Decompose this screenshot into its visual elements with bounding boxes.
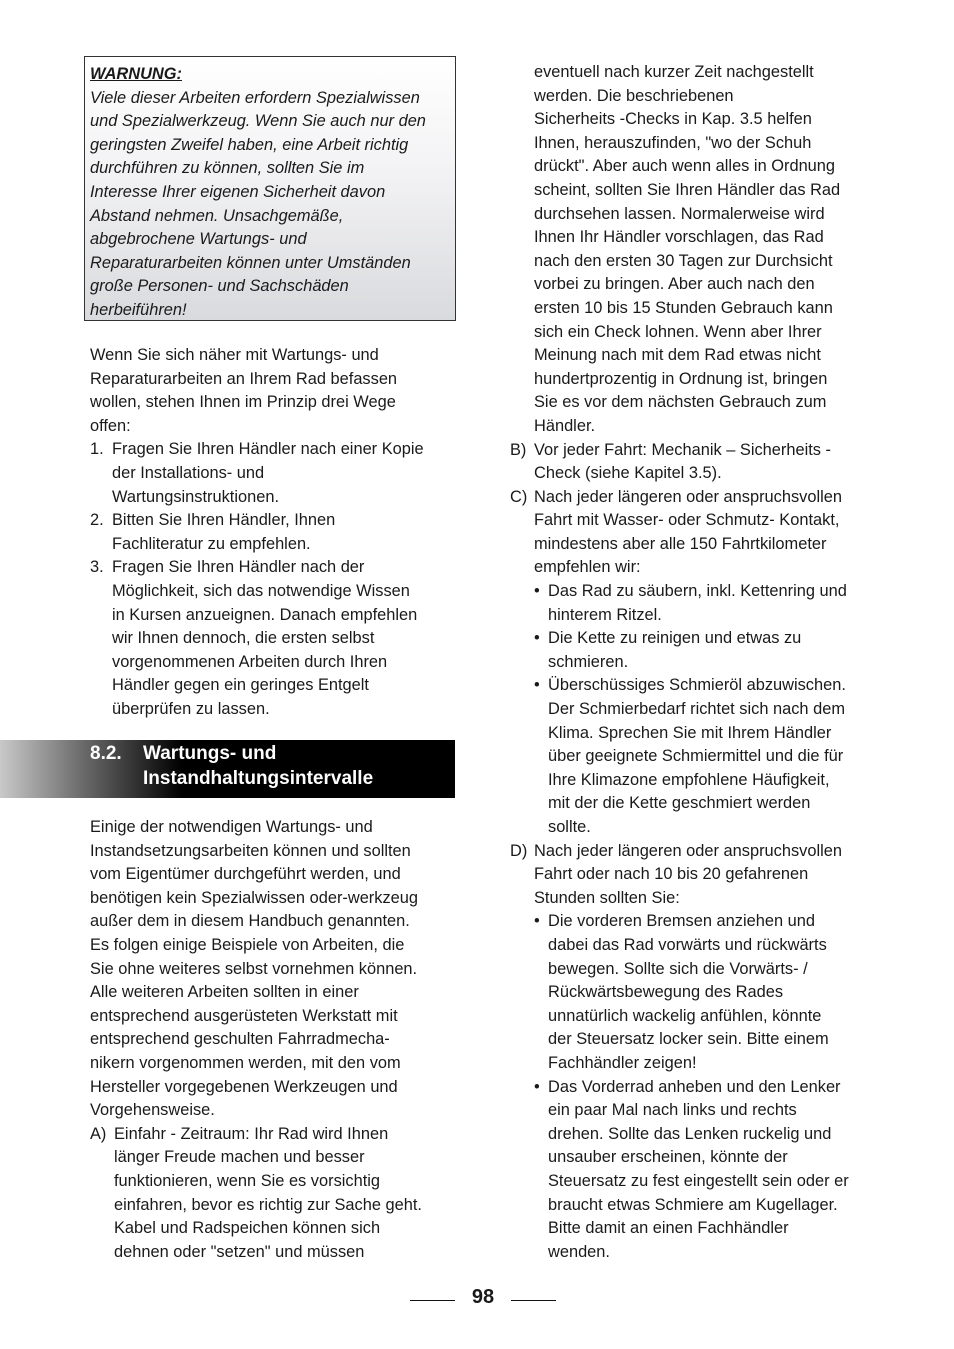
item-line: funktionieren, wenn Sie es vorsichtig — [114, 1171, 381, 1190]
divider-right — [511, 1300, 556, 1301]
bullet-item — [534, 674, 885, 839]
bullet-item — [534, 1076, 885, 1265]
bullet-line: wenden. — [548, 1242, 610, 1261]
list-number: 2. — [90, 511, 104, 530]
item-line: Kabel und Radspeichen können sich — [114, 1219, 381, 1238]
list-item — [90, 556, 460, 721]
item-line: Einfahr - Zeitraum: Ihr Rad wird Ihnen — [114, 1124, 389, 1143]
section-number: 8.2. — [90, 743, 122, 764]
warning-line: und Spezialwerkzeug. Wenn Sie auch nur den — [90, 112, 426, 131]
body-line: hundertprozentig in Ordnung ist, bringen — [534, 369, 828, 388]
list-item-line: Wartungsinstruktionen. — [112, 487, 280, 506]
warning-line: große Personen- und Sachschäden — [90, 277, 349, 296]
bullet-line: Fachhändler zeigen! — [548, 1053, 697, 1072]
body-line: Ihnen, herauszufinden, "wo der Schuh — [534, 133, 812, 152]
body-line: Sie es vor dem nächsten Gebrauch zum — [534, 393, 827, 412]
list-item — [90, 438, 460, 509]
bullet-icon: • — [534, 1077, 540, 1096]
bullet-line: Überschüssiges Schmieröl abzuwischen. — [548, 676, 846, 695]
bullet-line: unsauber erscheinen, könnte der — [548, 1148, 788, 1167]
item-line: länger Freude machen und besser — [114, 1148, 365, 1167]
bullet-line: Das Vorderrad anheben und den Lenker — [548, 1077, 841, 1096]
item-line: Nach jeder längeren oder anspruchsvollen — [534, 487, 842, 506]
bullet-line: Steuersatz zu fest eingestellt sein oder er — [548, 1171, 849, 1190]
warning-line: abgebrochene Wartungs- und — [90, 230, 307, 249]
list-item-line: Möglichkeit, sich das notwendige Wissen — [112, 581, 410, 600]
bullet-line: hinterem Ritzel. — [548, 605, 662, 624]
list-item-line: Fragen Sie Ihren Händler nach der — [112, 558, 365, 577]
body-line: benötigen kein Spezialwissen oder-werkzeug — [90, 888, 419, 907]
warning-line: geringsten Zweifel haben, eine Arbeit richtig — [90, 135, 409, 154]
bullet-icon: • — [534, 629, 540, 648]
body-line: scheint, sollten Sie Ihren Händler das Rad — [534, 180, 841, 199]
item-c — [510, 486, 885, 580]
body-line: sich ein Check lohnen. Wenn aber Ihrer — [534, 322, 822, 341]
bullet-line: Ihre Klimazone empfohlene Häufigkeit, — [548, 770, 830, 789]
page-number: 98 — [471, 1286, 495, 1308]
bullet-line: Rückwärtsbewegung des Rades — [548, 983, 784, 1002]
bullet-line: sollte. — [548, 818, 591, 836]
item-line: Fahrt oder nach 10 bis 20 gefahrenen — [534, 865, 809, 884]
body-right — [510, 61, 885, 1264]
list-item-line: Fragen Sie Ihren Händler nach einer Kopie — [112, 440, 424, 459]
item-line: Fahrt mit Wasser- oder Schmutz- Kontakt, — [534, 511, 840, 530]
bullet-line: unnatürlich wackelig anfühlen, könnte — [548, 1006, 822, 1025]
list-item-line: überprüfen zu lassen. — [112, 699, 270, 718]
intro-line: offen: — [90, 416, 131, 435]
section-title-line1: Wartungs- und — [143, 743, 277, 764]
bullet-item — [534, 627, 885, 674]
body-line: Alle weiteren Arbeiten sollten in einer — [90, 983, 359, 1002]
body-line: Ihnen Ihr Händler vorschlagen, das Rad — [534, 228, 824, 247]
bullet-line: drehen. Sollte das Lenken ruckelig und — [548, 1124, 832, 1143]
item-line: Vor jeder Fahrt: Mechanik – Sicherheits - — [534, 440, 831, 459]
item-line: Check (siehe Kapitel 3.5). — [534, 464, 722, 483]
body-line: Händler. — [534, 416, 596, 435]
item-line: mindestens aber alle 150 Fahrtkilometer — [534, 534, 827, 553]
body-line: ersten 10 bis 15 Stunden Gebrauch kann — [534, 298, 833, 317]
bullet-icon: • — [534, 676, 540, 695]
bullet-item — [534, 580, 885, 627]
body-line: Meinung nach mit dem Rad etwas nicht — [534, 346, 821, 365]
continuation — [510, 61, 885, 439]
body-line: außer dem in diesem Handbuch genannten. — [90, 912, 410, 931]
bullet-item — [534, 910, 885, 1075]
item-line: Stunden sollten Sie: — [534, 888, 680, 907]
bullet-line: bewegen. Sollte sich die Vorwärts- / — [548, 959, 808, 978]
body-line: werden. Die beschriebenen — [534, 86, 734, 105]
bullet-line: Klima. Sprechen Sie mit Ihrem Händler — [548, 723, 832, 742]
bullet-line: über geeignete Schmiermittel und die für — [548, 747, 844, 766]
body-line: drückt". Aber auch wenn alles in Ordnung — [534, 157, 836, 176]
body-left — [90, 816, 460, 1264]
item-line: Nach jeder längeren oder anspruchsvollen — [534, 841, 842, 860]
intro-section — [90, 344, 460, 722]
item-letter: A) — [90, 1124, 107, 1143]
intro-line: Reparaturarbeiten an Ihrem Rad befassen — [90, 369, 398, 388]
warning-line: herbeiführen! — [90, 300, 187, 319]
list-item — [90, 509, 460, 556]
body-line: Es folgen einige Beispiele von Arbeiten, die — [90, 935, 405, 954]
body-line: durchsehen lassen. Normalerweise wird — [534, 204, 825, 223]
bullet-line: Der Schmierbedarf richtet sich nach dem — [548, 700, 845, 719]
item-letter: D) — [510, 841, 528, 860]
body-line: nach den ersten 30 Tagen zur Durchsicht — [534, 251, 833, 270]
list-item-line: wir Ihnen dennoch, die ersten selbst — [112, 629, 375, 648]
item-b — [510, 439, 885, 486]
list-item-line: Händler gegen ein geringes Entgelt — [112, 676, 369, 695]
warning-line: durchführen zu können, sollten Sie im — [90, 159, 365, 178]
body-line: Einige der notwendigen Wartungs- und — [90, 818, 373, 836]
body-line: eventuell nach kurzer Zeit nachgestellt — [534, 63, 814, 81]
bullet-list-d — [510, 910, 885, 1264]
intro-line: wollen, stehen Ihnen im Prinzip drei Wege — [90, 393, 396, 412]
section-title-line2: Instandhaltungsintervalle — [143, 768, 374, 789]
item-line: empfehlen wir: — [534, 558, 641, 577]
list-item-line: der Installations- und — [112, 463, 265, 482]
list-number: 3. — [90, 558, 104, 577]
item-letter: C) — [510, 487, 528, 506]
bullet-icon: • — [534, 582, 540, 601]
bullet-line: Die vorderen Bremsen anziehen und — [548, 912, 815, 931]
bullet-line: schmieren. — [548, 652, 629, 671]
body-line: Sicherheits -Checks in Kap. 3.5 helfen — [534, 110, 812, 129]
warning-box — [84, 56, 456, 321]
bullet-line: der Steuersatz locker sein. Bitte einem — [548, 1030, 829, 1049]
warning-line: Abstand nehmen. Unsachgemäße, — [90, 206, 344, 225]
item-line: einfahren, bevor es richtig zur Sache geht. — [114, 1195, 422, 1214]
list-item-line: Fachliteratur zu empfehlen. — [112, 534, 311, 553]
warning-line: Viele dieser Arbeiten erfordern Spezialwissen — [90, 88, 420, 107]
item-d — [510, 840, 885, 911]
body-line: Sie ohne weiteres selbst vornehmen können. — [90, 959, 418, 978]
bullet-line: dabei das Rad vorwärts und rückwärts — [548, 935, 827, 954]
bullet-line: braucht etwas Schmiere am Kugellager. — [548, 1195, 838, 1214]
bullet-list-c — [510, 580, 885, 840]
bullet-line: mit der die Kette geschmiert werden — [548, 794, 811, 813]
bullet-line: Das Rad zu säubern, inkl. Kettenring und — [548, 582, 847, 601]
list-item-line: vorgenommenen Arbeiten durch Ihren — [112, 652, 388, 671]
section-heading — [0, 740, 455, 798]
body-line: Hersteller vorgegebenen Werkzeugen und — [90, 1077, 398, 1096]
list-number: 1. — [90, 440, 104, 459]
bullet-line: Bitte damit an einen Fachhändler — [548, 1219, 789, 1238]
warning-title: WARNUNG: — [90, 65, 182, 83]
bullet-line: Die Kette zu reinigen und etwas zu — [548, 629, 802, 648]
warning-line: Reparaturarbeiten können unter Umständen — [90, 253, 411, 272]
item-letter: B) — [510, 440, 527, 459]
body-line: entsprechend geschulten Fahrradmecha- — [90, 1030, 390, 1049]
bullet-icon: • — [534, 912, 540, 931]
body-line: vorbei zu bringen. Aber auch nach den — [534, 275, 815, 294]
intro-line: Wenn Sie sich näher mit Wartungs- und — [90, 346, 379, 364]
body-line: nikern vorgenommen werden, mit den vom — [90, 1053, 401, 1072]
page-number-footer — [410, 1286, 556, 1314]
body-line: Vorgehensweise. — [90, 1101, 215, 1120]
list-item-line: Bitten Sie Ihren Händler, Ihnen — [112, 511, 336, 530]
body-line: entsprechend ausgerüsteten Werkstatt mit — [90, 1006, 398, 1025]
body-line: vom Eigentümer durchgeführt werden, und — [90, 865, 401, 884]
numbered-list — [90, 438, 460, 721]
body-line: Instandsetzungsarbeiten können und sollten — [90, 841, 411, 860]
warning-line: Interesse Ihrer eigenen Sicherheit davon — [90, 182, 386, 201]
item-line: dehnen oder "setzen" und müssen — [114, 1242, 365, 1261]
bullet-line: ein paar Mal nach links und rechts — [548, 1101, 797, 1120]
item-a — [90, 1123, 460, 1265]
list-item-line: in Kursen anzueignen. Danach empfehlen — [112, 605, 418, 624]
